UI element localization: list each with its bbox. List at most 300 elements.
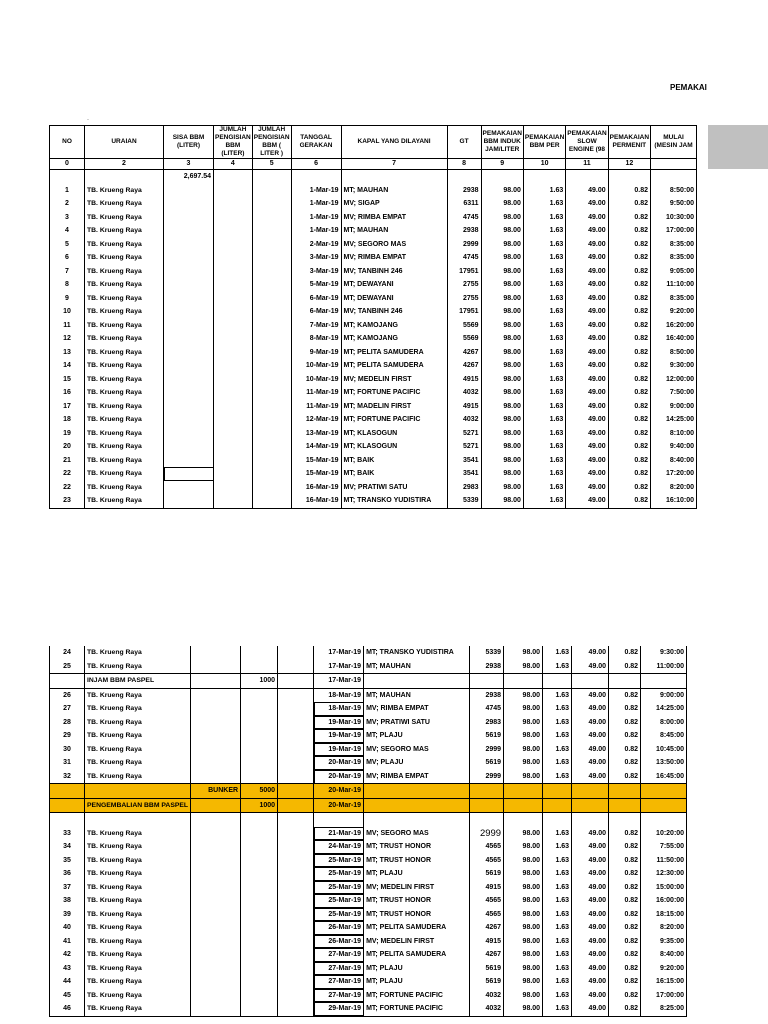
cell-tanggal: 12-Mar-19 bbox=[291, 413, 341, 427]
cell-gt: 4032 bbox=[447, 413, 481, 427]
cell-bbm-per bbox=[543, 798, 572, 813]
cell-jumlah-pengisian-2 bbox=[252, 427, 291, 441]
cell-bbm-per: 1.63 bbox=[523, 454, 565, 468]
cell-jumlah-pengisian bbox=[214, 346, 253, 360]
cell-bbm-per: 1.63 bbox=[523, 440, 565, 454]
column-number: 3 bbox=[164, 159, 214, 170]
cell-tanggal: 2-Mar-19 bbox=[291, 238, 341, 252]
cell-gt: 3541 bbox=[447, 467, 481, 481]
cell-kapal: MT; KLASOGUN bbox=[341, 427, 447, 441]
cell-empty bbox=[85, 170, 164, 184]
table-row bbox=[50, 251, 697, 265]
cell-uraian: TB. Krueng Raya bbox=[85, 211, 164, 225]
cell-gt: 4267 bbox=[447, 359, 481, 373]
cell-permenit: 0.82 bbox=[609, 660, 641, 674]
table-row bbox=[50, 921, 687, 935]
cell-bbm-per: 1.63 bbox=[523, 265, 565, 279]
cell-jumlah-pengisian bbox=[214, 467, 253, 481]
cell-jam-mulai: 8:45:00 bbox=[641, 729, 687, 743]
cell-jumlah-pengisian-2 bbox=[278, 827, 314, 841]
cell-uraian: TB. Krueng Raya bbox=[85, 305, 164, 319]
cell-jumlah-pengisian-2 bbox=[278, 702, 314, 716]
cell-jam-mulai: 11:00:00 bbox=[641, 660, 687, 674]
cell-slow-engine: 49.00 bbox=[566, 251, 608, 265]
cell-slow-engine: 49.00 bbox=[566, 184, 608, 198]
cell-slow-engine: 49.00 bbox=[572, 881, 609, 895]
cell-uraian: TB. Krueng Raya bbox=[85, 646, 191, 660]
table-row bbox=[50, 660, 687, 674]
cell-jumlah-pengisian-2 bbox=[278, 840, 314, 854]
cell-permenit: 0.82 bbox=[609, 975, 641, 989]
cell-tanggal: 16-Mar-19 bbox=[291, 494, 341, 508]
cell-gt: 4267 bbox=[447, 346, 481, 360]
cell-pemakaian-induk: 98.00 bbox=[481, 440, 523, 454]
cell-sisa-bbm bbox=[164, 440, 214, 454]
cell-uraian: TB. Krueng Raya bbox=[85, 265, 164, 279]
cell-jumlah-pengisian bbox=[214, 211, 253, 225]
cell-no bbox=[50, 813, 85, 827]
cell-jumlah-pengisian bbox=[241, 894, 278, 908]
cell-no bbox=[50, 674, 85, 689]
table-row bbox=[50, 211, 697, 225]
cell-slow-engine: 49.00 bbox=[566, 467, 608, 481]
cell-gt: 4745 bbox=[470, 702, 504, 716]
cell-tanggal: 10-Mar-19 bbox=[291, 373, 341, 387]
cell-slow-engine: 49.00 bbox=[566, 373, 608, 387]
cell-uraian: TB. Krueng Raya bbox=[85, 660, 191, 674]
cell-permenit bbox=[609, 674, 641, 689]
cell-slow-engine: 49.00 bbox=[566, 305, 608, 319]
cell-sisa-bbm bbox=[164, 251, 214, 265]
cell-uraian: TB. Krueng Raya bbox=[85, 481, 164, 495]
cell-slow-engine: 49.00 bbox=[572, 867, 609, 881]
cell-sisa-bbm bbox=[164, 319, 214, 333]
cell-jumlah-pengisian-2 bbox=[278, 688, 314, 702]
cell-tanggal: 18-Mar-19 bbox=[314, 688, 364, 702]
column-header-jumlah-pengisian-2: JUMLAH PENGISIAN BBM ( LITER ) bbox=[253, 126, 290, 157]
cell-tanggal: 27-Mar-19 bbox=[314, 975, 364, 989]
cell-gt: 5619 bbox=[470, 867, 504, 881]
cell-no: 45 bbox=[50, 989, 85, 1003]
cell-jam-mulai bbox=[641, 784, 687, 799]
cell-gt: 6311 bbox=[447, 197, 481, 211]
cell-jumlah-pengisian-2 bbox=[252, 265, 291, 279]
cell-sisa-bbm bbox=[164, 211, 214, 225]
cell-kapal: MV; PLAJU bbox=[364, 756, 470, 770]
cell-permenit: 0.82 bbox=[609, 881, 641, 895]
table-row bbox=[50, 840, 687, 854]
cell-jam-mulai: 9:00:00 bbox=[641, 688, 687, 702]
cell-jam-mulai: 8:00:00 bbox=[641, 716, 687, 730]
cell-gt: 4565 bbox=[470, 894, 504, 908]
cell-jam-mulai: 17:20:00 bbox=[651, 467, 697, 481]
cell-pemakaian-induk: 98.00 bbox=[481, 265, 523, 279]
cell-tanggal: 27-Mar-19 bbox=[314, 989, 364, 1003]
cell-kapal: MT; TRUST HONOR bbox=[364, 894, 470, 908]
cell-pemakaian-induk: 98.00 bbox=[481, 481, 523, 495]
cell-no: 15 bbox=[50, 373, 85, 387]
cell-kapal: MT; BAIK bbox=[341, 454, 447, 468]
cell-sisa-bbm bbox=[191, 894, 241, 908]
cell-no: 27 bbox=[50, 702, 85, 716]
cell-jumlah-pengisian bbox=[241, 770, 278, 784]
cell-kapal: MT; DEWAYANI bbox=[341, 292, 447, 306]
cell-jumlah-pengisian bbox=[214, 292, 253, 306]
cell-sisa-bbm bbox=[164, 481, 214, 495]
cell-jumlah-pengisian bbox=[214, 386, 253, 400]
cell-tanggal: 19-Mar-19 bbox=[314, 716, 364, 730]
cell-jam-mulai: 9:20:00 bbox=[641, 962, 687, 976]
cell-jam-mulai: 16:45:00 bbox=[641, 770, 687, 784]
cell-kapal bbox=[364, 674, 470, 689]
table-row bbox=[50, 305, 697, 319]
cell-slow-engine: 49.00 bbox=[572, 756, 609, 770]
cell-bbm-per: 1.63 bbox=[543, 989, 572, 1003]
cell-jumlah-pengisian-2 bbox=[278, 756, 314, 770]
cell-no: 36 bbox=[50, 867, 85, 881]
table-row bbox=[50, 827, 687, 841]
cell-pemakaian-induk: 98.00 bbox=[504, 702, 543, 716]
cell-sisa-bbm bbox=[191, 743, 241, 757]
cell-gt: 5271 bbox=[447, 440, 481, 454]
cell-gt: 2938 bbox=[470, 660, 504, 674]
cell-uraian: TB. Krueng Raya bbox=[85, 251, 164, 265]
cell-sisa-bbm bbox=[191, 935, 241, 949]
cell-no: 21 bbox=[50, 454, 85, 468]
cell-no: 5 bbox=[50, 238, 85, 252]
cell-uraian: TB. Krueng Raya bbox=[85, 702, 191, 716]
cell-pemakaian-induk: 98.00 bbox=[504, 908, 543, 922]
cell-kapal: MT; PELITA SAMUDERA bbox=[364, 921, 470, 935]
table-row bbox=[50, 743, 687, 757]
cell-sisa-bbm bbox=[191, 688, 241, 702]
cell-tanggal: 1-Mar-19 bbox=[291, 197, 341, 211]
table-row bbox=[50, 688, 687, 702]
cell-sisa-bbm bbox=[164, 494, 214, 508]
cell-permenit bbox=[609, 784, 641, 799]
cell-tanggal: 25-Mar-19 bbox=[314, 881, 364, 895]
cell-jumlah-pengisian: 5000 bbox=[241, 784, 278, 799]
cell-pemakaian-induk: 98.00 bbox=[504, 894, 543, 908]
cell-pemakaian-induk: 98.00 bbox=[504, 935, 543, 949]
cell-jam-mulai: 9:40:00 bbox=[651, 440, 697, 454]
cell-sisa-bbm bbox=[191, 827, 241, 841]
cell-jumlah-pengisian-2 bbox=[278, 743, 314, 757]
cell-jumlah-pengisian bbox=[241, 854, 278, 868]
cell-empty bbox=[291, 170, 341, 184]
cell-gt bbox=[470, 813, 504, 827]
cell-gt bbox=[470, 784, 504, 799]
cell-gt bbox=[470, 798, 504, 813]
cell-pemakaian-induk: 98.00 bbox=[481, 238, 523, 252]
column-number: 12 bbox=[608, 159, 650, 170]
cell-slow-engine: 49.00 bbox=[572, 975, 609, 989]
cell-jam-mulai: 16:20:00 bbox=[651, 319, 697, 333]
cell-no: 1 bbox=[50, 184, 85, 198]
cell-permenit: 0.82 bbox=[609, 948, 641, 962]
cell-jam-mulai bbox=[641, 813, 687, 827]
cell-gt: 2999 bbox=[447, 238, 481, 252]
column-header-permenit: PEMAKAIAN PERMENIT bbox=[608, 126, 650, 159]
cell-jumlah-pengisian-2 bbox=[252, 346, 291, 360]
cell-uraian: TB. Krueng Raya bbox=[85, 467, 164, 481]
cell-jumlah-pengisian bbox=[214, 332, 253, 346]
cell-jumlah-pengisian-2 bbox=[278, 867, 314, 881]
cell-kapal: MV; PRATIWI SATU bbox=[364, 716, 470, 730]
cell-permenit: 0.82 bbox=[608, 373, 650, 387]
cell-jumlah-pengisian bbox=[214, 278, 253, 292]
column-number: 2 bbox=[85, 159, 164, 170]
cell-gt: 2999 bbox=[470, 827, 504, 841]
cell-jumlah-pengisian bbox=[214, 184, 253, 198]
cell-tanggal: 5-Mar-19 bbox=[291, 278, 341, 292]
cell-jumlah-pengisian-2 bbox=[278, 975, 314, 989]
cell-empty bbox=[608, 170, 650, 184]
cell-sisa-bbm bbox=[191, 813, 241, 827]
cell-gt: 4915 bbox=[470, 881, 504, 895]
cell-kapal: MT; FORTUNE PACIFIC bbox=[364, 989, 470, 1003]
cell-bbm-per: 1.63 bbox=[523, 332, 565, 346]
cell-bbm-per: 1.63 bbox=[543, 894, 572, 908]
cell-no: 17 bbox=[50, 400, 85, 414]
cell-gt: 4267 bbox=[470, 948, 504, 962]
column-header-no: NO bbox=[50, 126, 85, 159]
cell-pemakaian-induk: 98.00 bbox=[504, 881, 543, 895]
table-row bbox=[50, 413, 697, 427]
cell-gt: 4915 bbox=[447, 373, 481, 387]
cell-gt: 4745 bbox=[447, 251, 481, 265]
cell-no bbox=[50, 798, 85, 813]
cell-tanggal: 10-Mar-19 bbox=[291, 359, 341, 373]
cell-pemakaian-induk: 98.00 bbox=[481, 197, 523, 211]
cell-tanggal: 7-Mar-19 bbox=[291, 319, 341, 333]
cell-jam-mulai: 9:00:00 bbox=[651, 400, 697, 414]
cell-kapal: MT; BAIK bbox=[341, 467, 447, 481]
cell-slow-engine: 49.00 bbox=[572, 688, 609, 702]
column-number-row bbox=[50, 159, 697, 170]
cell-gt: 5339 bbox=[447, 494, 481, 508]
cell-bbm-per: 1.63 bbox=[543, 867, 572, 881]
cell-kapal: MT; DEWAYANI bbox=[341, 278, 447, 292]
cell-pemakaian-induk: 98.00 bbox=[481, 467, 523, 481]
cell-uraian: TB. Krueng Raya bbox=[85, 278, 164, 292]
cell-bbm-per: 1.63 bbox=[523, 359, 565, 373]
column-header-tanggal: TANGGAL GERAKAN bbox=[291, 126, 341, 159]
cell-slow-engine: 49.00 bbox=[566, 211, 608, 225]
cell-pemakaian-induk: 98.00 bbox=[504, 840, 543, 854]
cell-uraian: TB. Krueng Raya bbox=[85, 292, 164, 306]
cell-jumlah-pengisian bbox=[241, 881, 278, 895]
cell-sisa-bbm bbox=[191, 908, 241, 922]
column-header-uraian: URAIAN bbox=[85, 126, 164, 159]
cell-no: 2 bbox=[50, 197, 85, 211]
cell-permenit: 0.82 bbox=[609, 935, 641, 949]
cell-slow-engine: 49.00 bbox=[572, 770, 609, 784]
cell-jumlah-pengisian-2 bbox=[278, 854, 314, 868]
cell-pemakaian-induk: 98.00 bbox=[504, 962, 543, 976]
cell-jumlah-pengisian-2 bbox=[278, 660, 314, 674]
cell-jam-mulai bbox=[641, 798, 687, 813]
cell-permenit: 0.82 bbox=[609, 908, 641, 922]
column-number: 0 bbox=[50, 159, 85, 170]
cell-slow-engine: 49.00 bbox=[572, 921, 609, 935]
cell-permenit: 0.82 bbox=[609, 743, 641, 757]
cell-bbm-per: 1.63 bbox=[543, 881, 572, 895]
cell-tanggal: 20-Mar-19 bbox=[314, 756, 364, 770]
cell-no: 7 bbox=[50, 265, 85, 279]
cell-jam-mulai: 16:00:00 bbox=[641, 894, 687, 908]
cell-slow-engine: 49.00 bbox=[566, 224, 608, 238]
table-row bbox=[50, 427, 697, 441]
cell-kapal bbox=[364, 813, 470, 827]
cell-slow-engine: 49.00 bbox=[572, 894, 609, 908]
cell-slow-engine: 49.00 bbox=[566, 440, 608, 454]
cell-bbm-per: 1.63 bbox=[543, 854, 572, 868]
table-row bbox=[50, 646, 687, 660]
cell-no: 16 bbox=[50, 386, 85, 400]
cell-bbm-per: 1.63 bbox=[543, 948, 572, 962]
cell-tanggal: 6-Mar-19 bbox=[291, 292, 341, 306]
cell-pemakaian-induk: 98.00 bbox=[504, 660, 543, 674]
cell-no: 10 bbox=[50, 305, 85, 319]
opening-balance-row bbox=[50, 170, 697, 184]
cell-kapal: MT; PLAJU bbox=[364, 729, 470, 743]
cell-jumlah-pengisian-2 bbox=[252, 400, 291, 414]
cell-gt: 5569 bbox=[447, 332, 481, 346]
cell-permenit: 0.82 bbox=[609, 989, 641, 1003]
cell-tanggal: 20-Mar-19 bbox=[314, 798, 364, 813]
cell-tanggal: 14-Mar-19 bbox=[291, 440, 341, 454]
column-number-empty bbox=[651, 159, 697, 170]
cell-jam-mulai: 7:55:00 bbox=[641, 840, 687, 854]
cell-jumlah-pengisian-2 bbox=[252, 278, 291, 292]
cell-uraian: TB. Krueng Raya bbox=[85, 494, 164, 508]
cell-gt: 2999 bbox=[470, 770, 504, 784]
cell-uraian: TB. Krueng Raya bbox=[85, 894, 191, 908]
cell-bbm-per: 1.63 bbox=[523, 386, 565, 400]
cell-jumlah-pengisian bbox=[241, 840, 278, 854]
cell-bbm-per: 1.63 bbox=[543, 660, 572, 674]
cell-permenit: 0.82 bbox=[608, 278, 650, 292]
cell-kapal: MT; PELITA SAMUDERA bbox=[341, 359, 447, 373]
cell-jumlah-pengisian bbox=[214, 251, 253, 265]
opening-balance: 2,697.54 bbox=[164, 170, 214, 184]
cell-tanggal: 17-Mar-19 bbox=[314, 674, 364, 689]
cell-jam-mulai: 8:20:00 bbox=[641, 921, 687, 935]
cell-gt: 5271 bbox=[447, 427, 481, 441]
cell-jam-mulai: 8:10:00 bbox=[651, 427, 697, 441]
header-note: PEMAKAI bbox=[670, 83, 707, 92]
table-row bbox=[50, 224, 697, 238]
cell-kapal: MV; MEDELIN FIRST bbox=[364, 935, 470, 949]
cell-jam-mulai: 15:00:00 bbox=[641, 881, 687, 895]
cell-jumlah-pengisian-2 bbox=[278, 908, 314, 922]
cell-jam-mulai: 8:25:00 bbox=[641, 1002, 687, 1016]
cell-bbm-per: 1.63 bbox=[543, 729, 572, 743]
cell-jumlah-pengisian-2 bbox=[252, 184, 291, 198]
cell-jam-mulai: 9:35:00 bbox=[641, 935, 687, 949]
cell-jumlah-pengisian bbox=[241, 921, 278, 935]
cell-slow-engine: 49.00 bbox=[566, 265, 608, 279]
table-row bbox=[50, 481, 697, 495]
cell-slow-engine: 49.00 bbox=[566, 278, 608, 292]
cell-kapal: MT; MAUHAN bbox=[364, 660, 470, 674]
cell-no: 42 bbox=[50, 948, 85, 962]
cell-tanggal: 21-Mar-19 bbox=[314, 827, 364, 841]
cell-gt bbox=[470, 674, 504, 689]
cell-jumlah-pengisian bbox=[241, 646, 278, 660]
cell-tanggal: 18-Mar-19 bbox=[314, 702, 364, 716]
cell-bbm-per: 1.63 bbox=[543, 716, 572, 730]
cell-bbm-per: 1.63 bbox=[543, 646, 572, 660]
cell-uraian: TB. Krueng Raya bbox=[85, 224, 164, 238]
cell-permenit: 0.82 bbox=[608, 238, 650, 252]
cell-bbm-per: 1.63 bbox=[543, 756, 572, 770]
cell-jumlah-pengisian bbox=[214, 305, 253, 319]
cell-uraian: TB. Krueng Raya bbox=[85, 400, 164, 414]
cell-slow-engine: 49.00 bbox=[572, 716, 609, 730]
cell-no: 34 bbox=[50, 840, 85, 854]
cell-jam-mulai: 9:30:00 bbox=[651, 359, 697, 373]
cell-jumlah-pengisian-2 bbox=[278, 784, 314, 799]
cell-jam-mulai: 8:20:00 bbox=[651, 481, 697, 495]
cell-sisa-bbm bbox=[164, 332, 214, 346]
table-row bbox=[50, 332, 697, 346]
cell-permenit: 0.82 bbox=[608, 494, 650, 508]
cell-jumlah-pengisian-2 bbox=[252, 454, 291, 468]
cell-uraian: TB. Krueng Raya bbox=[85, 743, 191, 757]
cell-bbm-per: 1.63 bbox=[523, 224, 565, 238]
cell-jam-mulai: 8:40:00 bbox=[651, 454, 697, 468]
cell-sisa-bbm bbox=[164, 359, 214, 373]
cell-bbm-per: 1.63 bbox=[523, 467, 565, 481]
cell-bbm-per bbox=[543, 784, 572, 799]
column-number: 11 bbox=[566, 159, 608, 170]
cell-permenit: 0.82 bbox=[608, 224, 650, 238]
cell-slow-engine: 49.00 bbox=[566, 197, 608, 211]
cell-uraian: PENGEMBALIAN BBM PASPEL bbox=[85, 798, 191, 813]
cell-jumlah-pengisian: 1000 bbox=[241, 798, 278, 813]
cell-bbm-per bbox=[543, 674, 572, 689]
cell-jam-mulai: 9:20:00 bbox=[651, 305, 697, 319]
cell-gt: 5619 bbox=[470, 729, 504, 743]
cell-uraian: TB. Krueng Raya bbox=[85, 975, 191, 989]
cell-jumlah-pengisian-2 bbox=[252, 494, 291, 508]
cell-slow-engine: 49.00 bbox=[566, 359, 608, 373]
cell-sisa-bbm bbox=[164, 373, 214, 387]
cell-tanggal: 11-Mar-19 bbox=[291, 400, 341, 414]
cell-tanggal: 20-Mar-19 bbox=[314, 784, 364, 799]
cell-gt: 2755 bbox=[447, 292, 481, 306]
cell-jumlah-pengisian bbox=[241, 867, 278, 881]
cell-sisa-bbm bbox=[164, 292, 214, 306]
cell-jam-mulai: 8:50:00 bbox=[651, 346, 697, 360]
cell-gt: 4032 bbox=[470, 1002, 504, 1016]
cell-uraian: TB. Krueng Raya bbox=[85, 413, 164, 427]
cell-jumlah-pengisian bbox=[214, 238, 253, 252]
cell-kapal: MV; RIMBA EMPAT bbox=[364, 770, 470, 784]
cell-jumlah-pengisian bbox=[214, 359, 253, 373]
cell-sisa-bbm bbox=[164, 386, 214, 400]
cell-kapal: MT; MAUHAN bbox=[341, 224, 447, 238]
cell-slow-engine: 49.00 bbox=[566, 292, 608, 306]
cell-uraian: TB. Krueng Raya bbox=[85, 854, 191, 868]
cell-permenit: 0.82 bbox=[608, 400, 650, 414]
table-row bbox=[50, 467, 697, 481]
cell-gt: 2983 bbox=[470, 716, 504, 730]
cell-pemakaian-induk: 98.00 bbox=[481, 251, 523, 265]
cell-bbm-per: 1.63 bbox=[523, 413, 565, 427]
